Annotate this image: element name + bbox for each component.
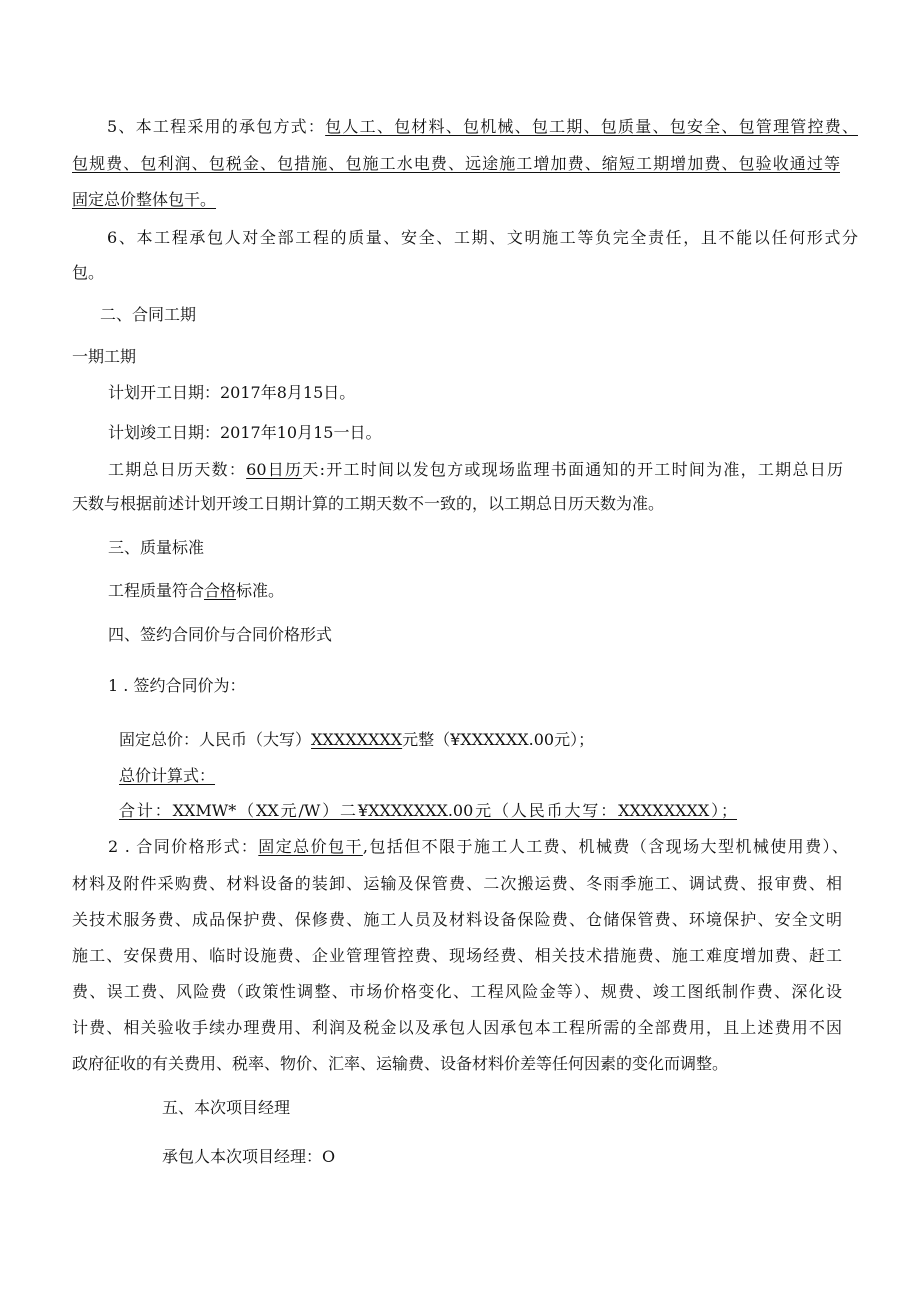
total-days-value: 60日历	[246, 460, 303, 479]
fixed-total-price	[119, 730, 594, 750]
price-form-line4: 施工、安保费用、临时设施费、企业管理管控费、现场经费、相关技术措施费、施工难度增加费、赶工	[72, 946, 842, 965]
clause6-line2: 包。	[72, 263, 105, 282]
price-form-line1	[108, 837, 848, 857]
section5-heading: 五、本次项目经理	[162, 1098, 291, 1117]
price-form-line6: 计费、相关验收手续办理费用、利润及税金以及承包人因承包本工程所需的全部费用，且上述费用不因	[72, 1018, 842, 1037]
clause5-line1	[107, 117, 858, 137]
clause5-line3: 固定总价整体包干。	[72, 190, 217, 209]
price-form-line5: 费、误工费、风险费（政策性调整、市场价格变化、工程风险金等）、规费、竣工图纸制作费、深化设	[72, 982, 842, 1001]
quality-grade: 合格	[204, 581, 237, 600]
clause6-line1: 6、本工程承包人对全部工程的质量、安全、工期、文明施工等负完全责任，且不能以任何形式分	[107, 228, 858, 247]
section2-subheading: 一期工期	[72, 347, 137, 366]
price-form-value: 固定总价包干	[258, 837, 363, 856]
total-days-label: 工期总日历天数：	[108, 460, 247, 479]
price-form-line7: 政府征收的有关费用、税率、物价、汇率、运输费、设备材料价差等任何因素的变化而调整。	[72, 1054, 729, 1073]
planned-end-date: 计划竣工日期：2017年10月15一日。	[108, 423, 382, 442]
price-form-line3: 关技术服务费、成品保护费、保修费、施工人员及材料设备保险费、仓储保管费、环境保护、安全文明	[72, 910, 842, 929]
planned-start-date: 计划开工日期：2017年8月15日。	[108, 383, 356, 402]
price-formula-total: 合计：XXMW*（XX元/W）二¥XXXXXXX.00元（人民币大写：XXXXXXXX）；	[119, 801, 737, 820]
clause5-scope-underlined: 包人工、包材料、包机械、包工期、包质量、包安全、包管理管控费、	[325, 117, 858, 136]
contract-price-item1: 1 . 签约合同价为：	[108, 676, 246, 695]
section3-heading: 三、质量标准	[108, 538, 205, 557]
quality-suffix: 标准。	[236, 581, 285, 600]
total-days-text: 天:开工时间以发包方或现场监理书面通知的开工时间为准，工期总日历	[302, 460, 843, 479]
section2-heading: 二、合同工期	[100, 305, 197, 324]
quality-prefix: 工程质量符合	[108, 581, 205, 600]
price-form-line2: 材料及附件采购费、材料设备的装卸、运输及保管费、二次搬运费、冬雨季施工、调试费、报审费、相	[72, 874, 842, 893]
price-form-label: 2 . 合同价格形式：	[108, 837, 259, 856]
fixed-price-amount-words: XXXXXXXX	[311, 730, 403, 749]
section4-heading: 四、签约合同价与合同价格形式	[108, 625, 333, 644]
total-days-line2: 天数与根据前述计划开竣工日期计算的工期天数不一致的，以工期总日历天数为准。	[72, 494, 665, 513]
project-manager: 承包人本次项目经理：O	[162, 1147, 336, 1166]
clause5-line2: 包规费、包利润、包税金、包措施、包施工水电费、远途施工增加费、缩短工期增加费、包验收通过等	[72, 154, 840, 173]
total-days-line1	[108, 460, 843, 480]
price-form-text: ,包括但不限于施工人工费、机械费（含现场大型机械使用费）、	[362, 837, 848, 856]
fixed-price-amount: 元整（¥XXXXXX.00元）；	[402, 730, 595, 749]
clause5-prefix: 5、本工程采用的承包方式：	[107, 117, 326, 136]
price-formula-label: 总价计算式：	[119, 766, 216, 785]
quality-standard	[108, 581, 284, 601]
fixed-price-label: 固定总价：人民币（大写）	[119, 730, 312, 749]
